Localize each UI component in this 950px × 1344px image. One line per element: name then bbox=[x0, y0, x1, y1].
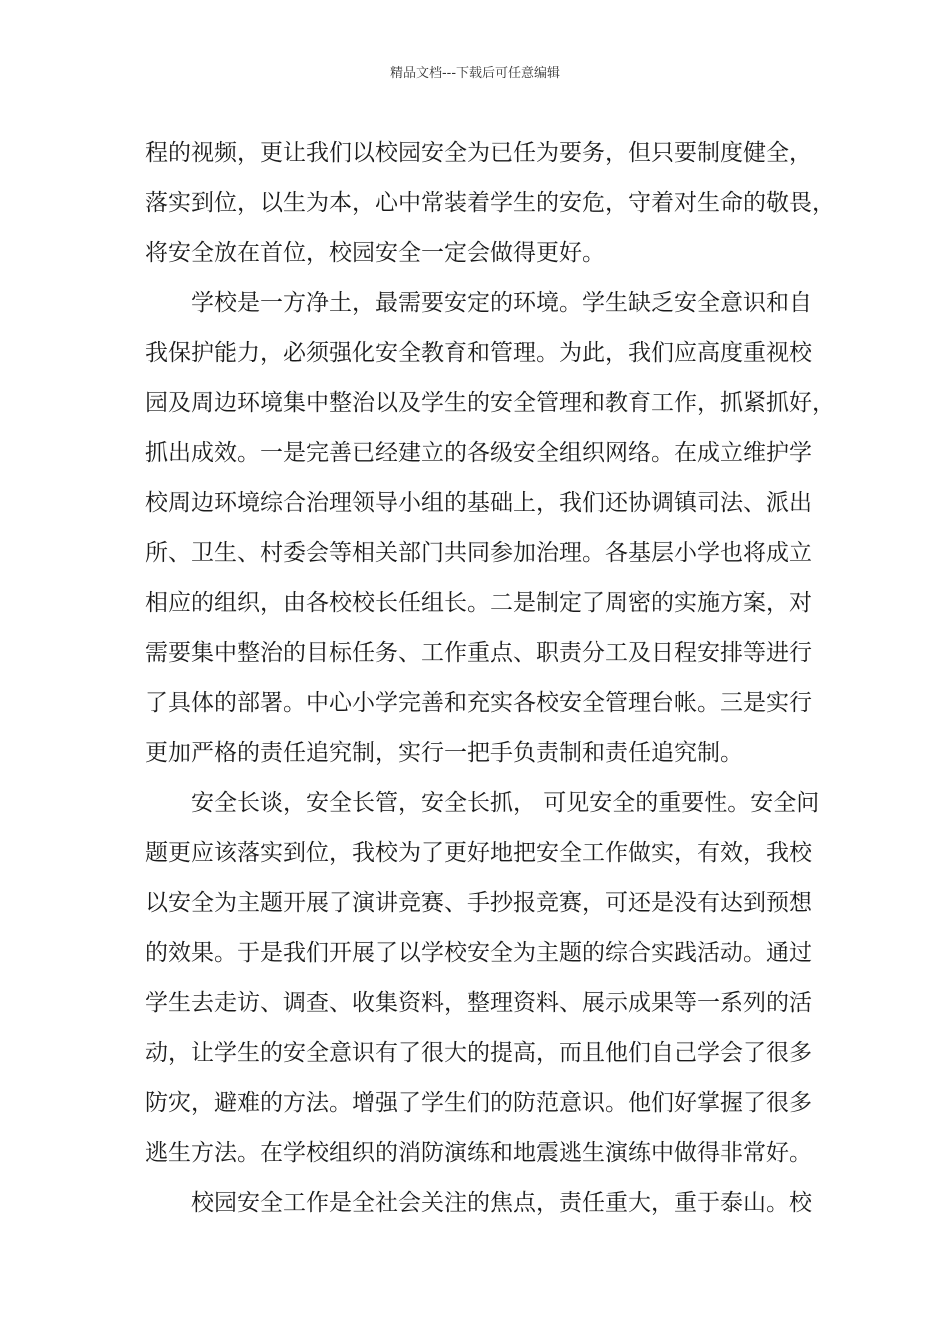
text-line: 程的视频，更让我们以校园安全为已任为要务，但只要制度健全， bbox=[145, 140, 812, 166]
text-line: 所、卫生、村委会等相关部门共同参加治理。各基层小学也将成立 bbox=[145, 540, 812, 566]
document-body bbox=[145, 128, 835, 1228]
text-line: 将安全放在首位，校园安全一定会做得更好。 bbox=[145, 240, 605, 266]
text-line: 学校是一方净土，最需要安定的环境。学生缺乏安全意识和自 bbox=[191, 290, 812, 316]
text-line: 校周边环境综合治理领导小组的基础上，我们还协调镇司法、派出 bbox=[145, 490, 812, 516]
page-header: 精品文档---下载后可任意编辑 bbox=[389, 66, 561, 81]
text-line: 抓出成效。一是完善已经建立的各级安全组织网络。在成立维护学 bbox=[145, 440, 812, 466]
text-line: 需要集中整治的目标任务、工作重点、职责分工及日程安排等进行 bbox=[145, 640, 812, 666]
text-line: 校园安全工作是全社会关注的焦点，责任重大，重于泰山。校 bbox=[191, 1190, 812, 1216]
text-line: 动，让学生的安全意识有了很大的提高，而且他们自己学会了很多 bbox=[145, 1040, 812, 1066]
text-line: 的效果。于是我们开展了以学校安全为主题的综合实践活动。通过 bbox=[145, 940, 812, 966]
text-line: 逃生方法。在学校组织的消防演练和地震逃生演练中做得非常好。 bbox=[145, 1140, 812, 1166]
text-line: 学生去走访、调查、收集资料，整理资料、展示成果等一系列的活 bbox=[145, 990, 812, 1016]
text-line: 更加严格的责任追究制，实行一把手负责制和责任追究制。 bbox=[145, 740, 743, 766]
text-line: 防灾，避难的方法。增强了学生们的防范意识。他们好掌握了很多 bbox=[145, 1090, 812, 1116]
text-line: 落实到位，以生为本，心中常装着学生的安危，守着对生命的敬畏， bbox=[145, 190, 835, 216]
text-line: 相应的组织，由各校校长任组长。二是制定了周密的实施方案，对 bbox=[145, 590, 812, 616]
text-line: 了具体的部署。中心小学完善和充实各校安全管理台帐。三是实行 bbox=[145, 690, 812, 716]
text-line: 安全长谈，安全长管，安全长抓， 可见安全的重要性。安全问 bbox=[191, 790, 820, 816]
text-line: 我保护能力，必须强化安全教育和管理。为此，我们应高度重视校 bbox=[145, 340, 812, 366]
text-line: 园及周边环境集中整治以及学生的安全管理和教育工作，抓紧抓好， bbox=[145, 390, 835, 416]
text-line: 题更应该落实到位，我校为了更好地把安全工作做实，有效，我校 bbox=[145, 840, 812, 866]
text-line: 以安全为主题开展了演讲竞赛、手抄报竞赛，可还是没有达到预想 bbox=[145, 890, 812, 916]
